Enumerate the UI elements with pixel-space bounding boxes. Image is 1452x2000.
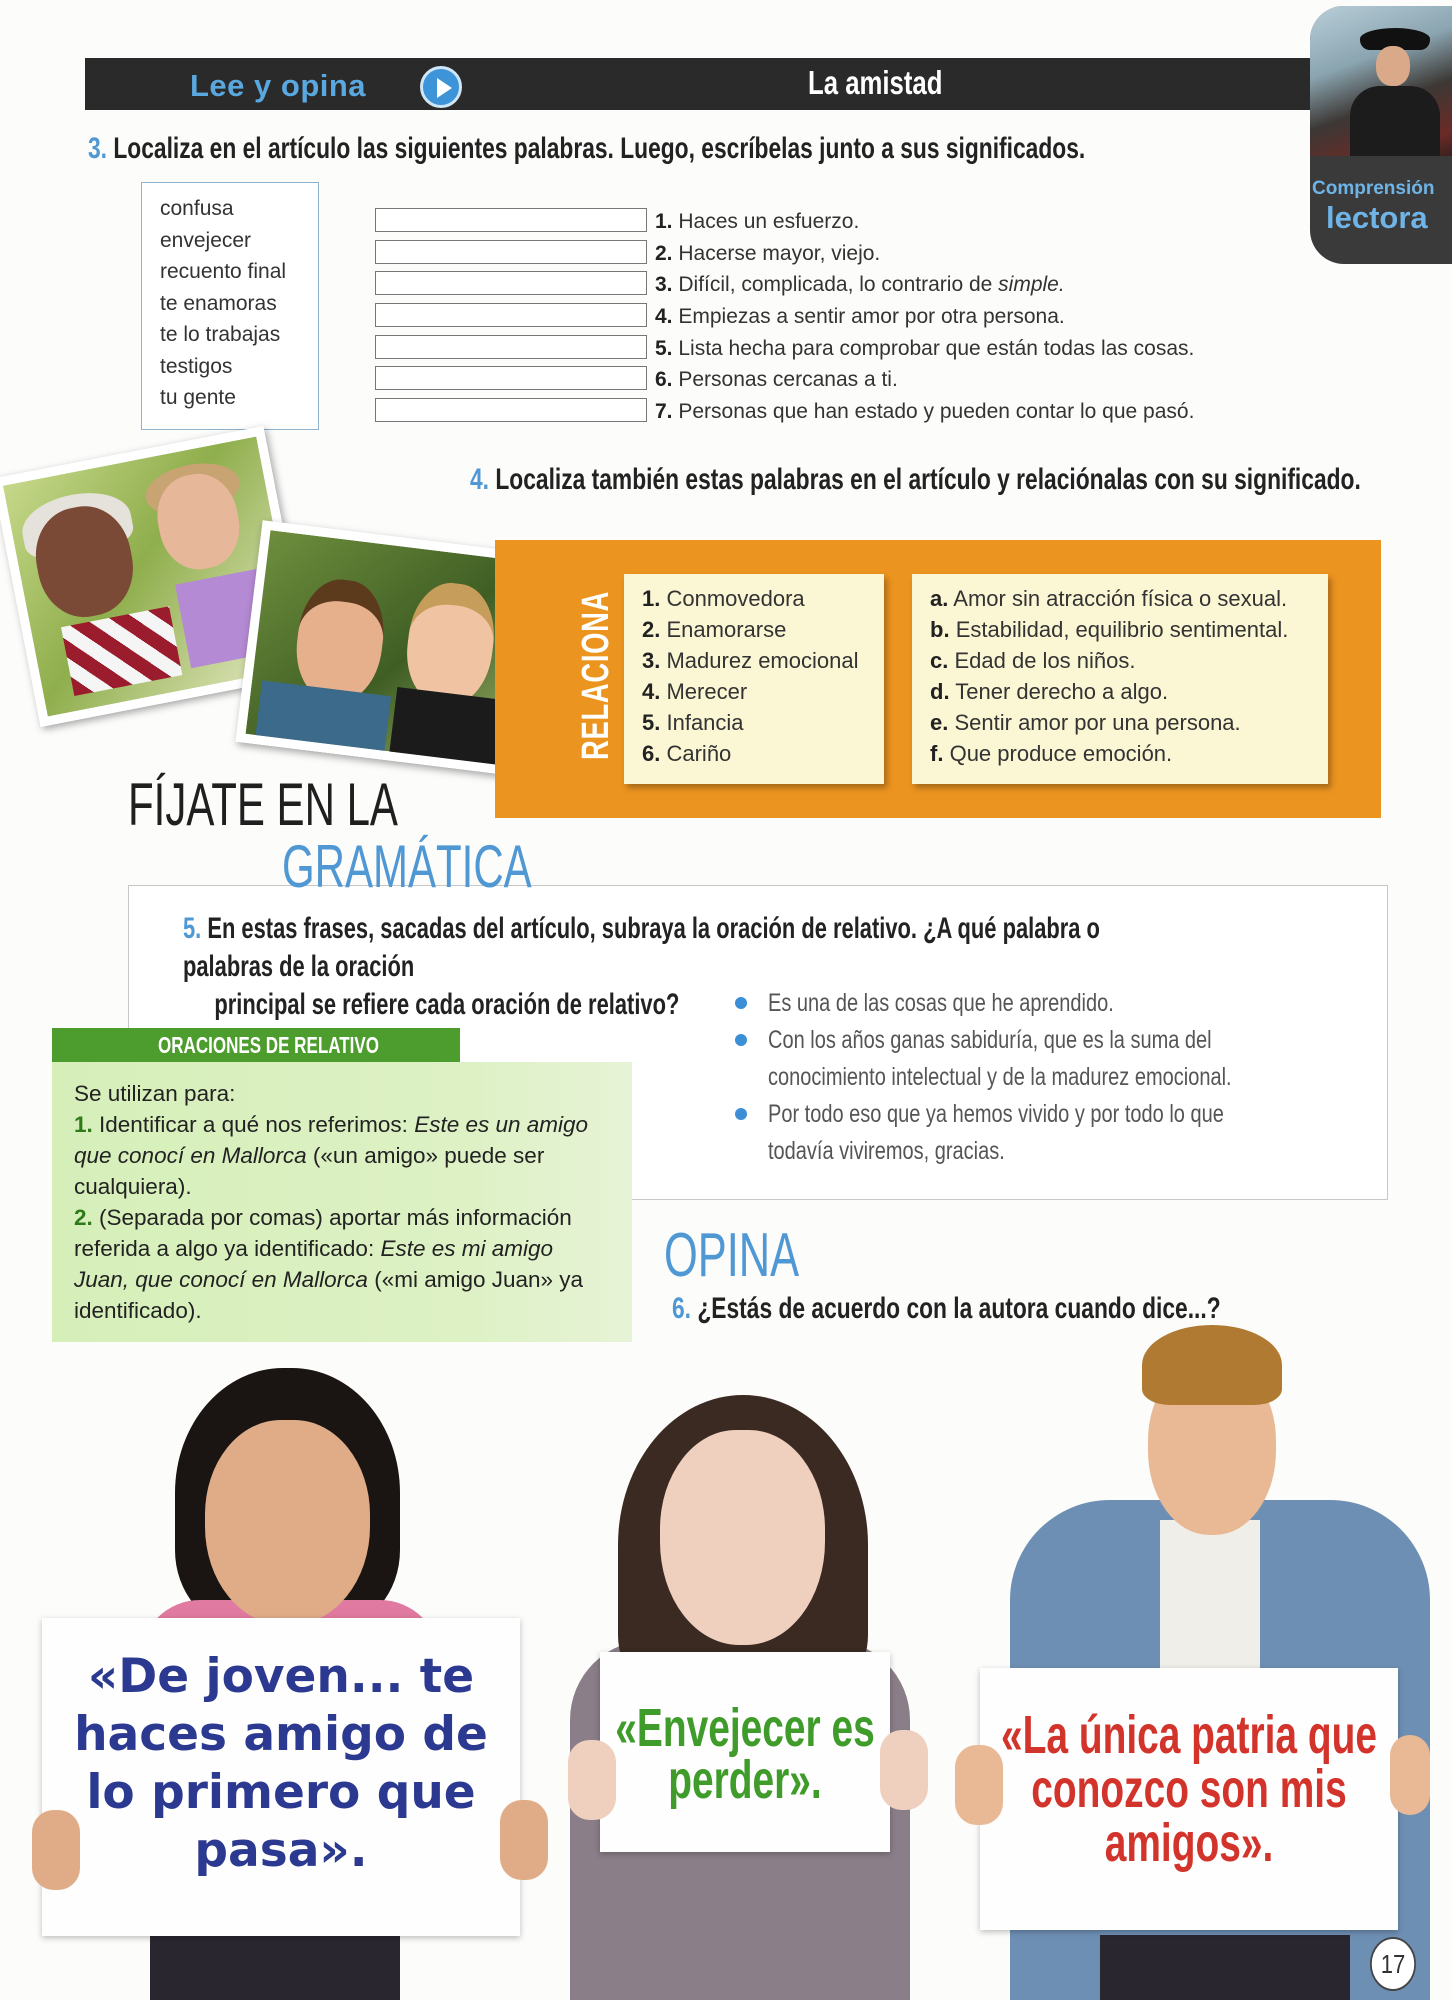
grammar-title-line2: GRAMÁTICA [282, 833, 532, 900]
exercise-instruction: ¿Estás de acuerdo con la autora cuando dice...? [697, 1292, 1221, 1325]
word-number: 6. [642, 741, 661, 766]
relative-intro: Se utilizan para: [74, 1081, 236, 1106]
definition-number: 5. [655, 337, 673, 360]
bullet-icon [735, 997, 747, 1009]
meaning-text: Que produce emoción. [949, 741, 1173, 766]
quote-sign-2 [600, 1652, 890, 1852]
word-item: recuento final [160, 260, 287, 283]
person-1-face [205, 1420, 370, 1625]
definition-item [655, 273, 1065, 297]
answer-field-4[interactable] [375, 303, 647, 327]
word-item: tu gente [160, 386, 236, 409]
meaning-row[interactable] [912, 707, 1328, 738]
definition-item [655, 210, 859, 234]
point-note: («mi amigo Juan» ya identificado). [74, 1267, 584, 1323]
exercise-instruction-line2: principal se refiere cada oración de relativo? [214, 988, 680, 1021]
word-text: Enamorarse [666, 617, 787, 642]
meaning-letter: d. [930, 679, 950, 704]
section-label: Lee y opina [190, 68, 367, 103]
word-number: 5. [642, 710, 661, 735]
hand [880, 1730, 928, 1810]
tab-label-line2: lectora [1326, 200, 1428, 235]
meaning-letter: f. [930, 741, 944, 766]
quote-sign-1 [42, 1618, 520, 1936]
person-2-face [660, 1430, 825, 1645]
meaning-row[interactable] [912, 676, 1328, 707]
sentence-item[interactable]: Por todo eso que ya hemos vivido y por todo lo que todavía viviremos, gracias. [768, 1100, 1224, 1165]
definition-item [655, 305, 1065, 329]
definition-item [655, 337, 1194, 361]
definition-text: Lista hecha para comprobar que están todas las cosas. [678, 337, 1195, 360]
word-bank [141, 182, 319, 430]
quote-text-3: «La única patria que conozco son mis amigos». [1001, 1705, 1377, 1873]
meaning-text: Amor sin atracción física o sexual. [953, 586, 1288, 611]
answer-field-7[interactable] [375, 398, 647, 422]
quote-sign-3 [980, 1668, 1398, 1930]
definition-number: 3. [655, 273, 673, 296]
meaning-row[interactable] [912, 614, 1328, 645]
bullet-icon [735, 1108, 747, 1120]
couple-photo [1310, 6, 1452, 156]
word-item: testigos [160, 354, 233, 378]
meaning-text: Edad de los niños. [954, 648, 1136, 673]
word-text: Conmovedora [666, 586, 805, 611]
words-card [624, 574, 884, 784]
hand [1390, 1735, 1430, 1815]
word-number: 4. [642, 679, 661, 704]
word-item: te enamoras [160, 291, 277, 315]
grammar-title-line1: FÍJATE EN LA [128, 771, 398, 838]
word-item: confusa [160, 197, 234, 220]
answer-field-5[interactable] [375, 335, 647, 359]
exercise-number: 5. [183, 912, 202, 945]
page-number: 17 [1370, 1937, 1416, 1991]
point-example: Este es mi amigo Juan, que conocí en Mallorca [74, 1236, 554, 1292]
exercise-instruction: Localiza también estas palabras en el artículo y relaciónalas con su significado. [495, 463, 1361, 496]
word-row[interactable] [624, 645, 884, 676]
answer-field-2[interactable] [375, 240, 647, 264]
word-item: envejecer [160, 228, 252, 252]
play-icon[interactable] [420, 66, 462, 108]
quote-text-2: «Envejecer es perder». [615, 1698, 875, 1810]
exercise-instruction: Localiza en el artículo las siguientes palabras. Luego, escríbelas junto a sus significados. [113, 132, 1086, 165]
definition-number: 2. [655, 242, 673, 265]
meaning-row[interactable] [912, 738, 1328, 769]
page-title: La amistad [808, 64, 943, 101]
relative-point-1 [74, 1109, 614, 1202]
exercise-number: 3. [88, 132, 108, 165]
word-number: 1. [642, 586, 661, 611]
exercise-4-heading [470, 463, 1361, 497]
meaning-text: Sentir amor por una persona. [954, 710, 1241, 735]
answer-field-1[interactable] [375, 208, 647, 232]
definition-item [655, 242, 880, 266]
exercise-number: 6. [672, 1292, 692, 1325]
word-row[interactable] [624, 676, 884, 707]
definition-emphasis: simple. [998, 273, 1065, 296]
bullet-icon [735, 1034, 747, 1046]
word-text: Cariño [666, 741, 732, 766]
point-note: («un amigo» puede ser cualquiera). [74, 1143, 545, 1199]
meanings-card [912, 574, 1328, 784]
relaciona-label-text: RELACIONA [575, 590, 617, 760]
exercise-instruction-line1: En estas frases, sacadas del artículo, subraya la oración de relativo. ¿A qué palabra o palabras de la oración [183, 912, 1100, 983]
hand [955, 1745, 1003, 1825]
meaning-text: Estabilidad, equilibrio sentimental. [955, 617, 1289, 642]
hand [500, 1800, 548, 1880]
definition-number: 7. [655, 400, 673, 423]
meaning-letter: e. [930, 710, 949, 735]
word-row[interactable] [624, 583, 884, 614]
definition-number: 1. [655, 210, 673, 233]
tab-label-line1: Comprensión [1312, 178, 1435, 199]
opina-title: OPINA [664, 1221, 800, 1290]
definition-text: Personas que han estado y pueden contar lo que pasó. [678, 400, 1195, 423]
sentence-item[interactable]: Es una de las cosas que he aprendido. [768, 989, 1114, 1017]
meaning-letter: a. [930, 586, 949, 611]
definition-number: 4. [655, 305, 673, 328]
definition-item [655, 400, 1194, 424]
quote-text-1: «De joven... te haces amigo de lo primero que pasa». [74, 1649, 488, 1878]
hand [568, 1740, 616, 1820]
person-3-hair [1142, 1325, 1282, 1405]
relative-clauses-body [74, 1078, 614, 1326]
definition-text: Empiezas a sentir amor por otra persona. [678, 305, 1065, 328]
exercise-6-heading [672, 1292, 1221, 1326]
point-text: Identificar a qué nos referimos: [99, 1112, 415, 1137]
definition-text: Personas cercanas a ti. [678, 368, 898, 391]
word-number: 2. [642, 617, 661, 642]
point-number: 1. [74, 1112, 93, 1137]
word-row[interactable] [624, 738, 884, 769]
meaning-letter: c. [930, 648, 949, 673]
word-text: Madurez emocional [666, 648, 859, 673]
definition-text: Hacerse mayor, viejo. [678, 242, 881, 265]
word-item: te lo trabajas [160, 323, 281, 346]
point-text: (Separada por comas) aportar más información referida a algo ya identificado: [74, 1205, 572, 1261]
person-1-lower [150, 1935, 400, 2000]
word-row[interactable] [624, 707, 884, 738]
sentence-item[interactable]: Con los años ganas sabiduría, que es la suma del conocimiento intelectual y de la madurez emocional. [768, 1026, 1232, 1091]
point-number: 2. [74, 1205, 93, 1230]
point-example: Este es un amigo que conocí en Mallorca [74, 1112, 589, 1168]
meaning-letter: b. [930, 617, 950, 642]
definition-text: Haces un esfuerzo. [678, 210, 860, 233]
hand [32, 1810, 80, 1890]
relaciona-label [575, 525, 618, 760]
definition-number: 6. [655, 368, 673, 391]
answer-field-6[interactable] [375, 366, 647, 390]
relative-point-2 [74, 1202, 614, 1326]
answer-field-3[interactable] [375, 271, 647, 295]
meaning-text: Tener derecho a algo. [955, 679, 1169, 704]
definition-item [655, 368, 898, 392]
person-3-lower [1100, 1935, 1350, 2000]
word-row[interactable] [624, 614, 884, 645]
relative-clauses-title: ORACIONES DE RELATIVO [158, 1032, 379, 1058]
word-text: Merecer [666, 679, 748, 704]
meaning-row[interactable] [912, 645, 1328, 676]
exercise-3-heading [88, 132, 1085, 166]
meaning-row[interactable] [912, 583, 1328, 614]
definition-text: Difícil, complicada, lo contrario de [678, 273, 999, 296]
word-text: Infancia [666, 710, 744, 735]
word-number: 3. [642, 648, 661, 673]
exercise-number: 4. [470, 463, 490, 496]
